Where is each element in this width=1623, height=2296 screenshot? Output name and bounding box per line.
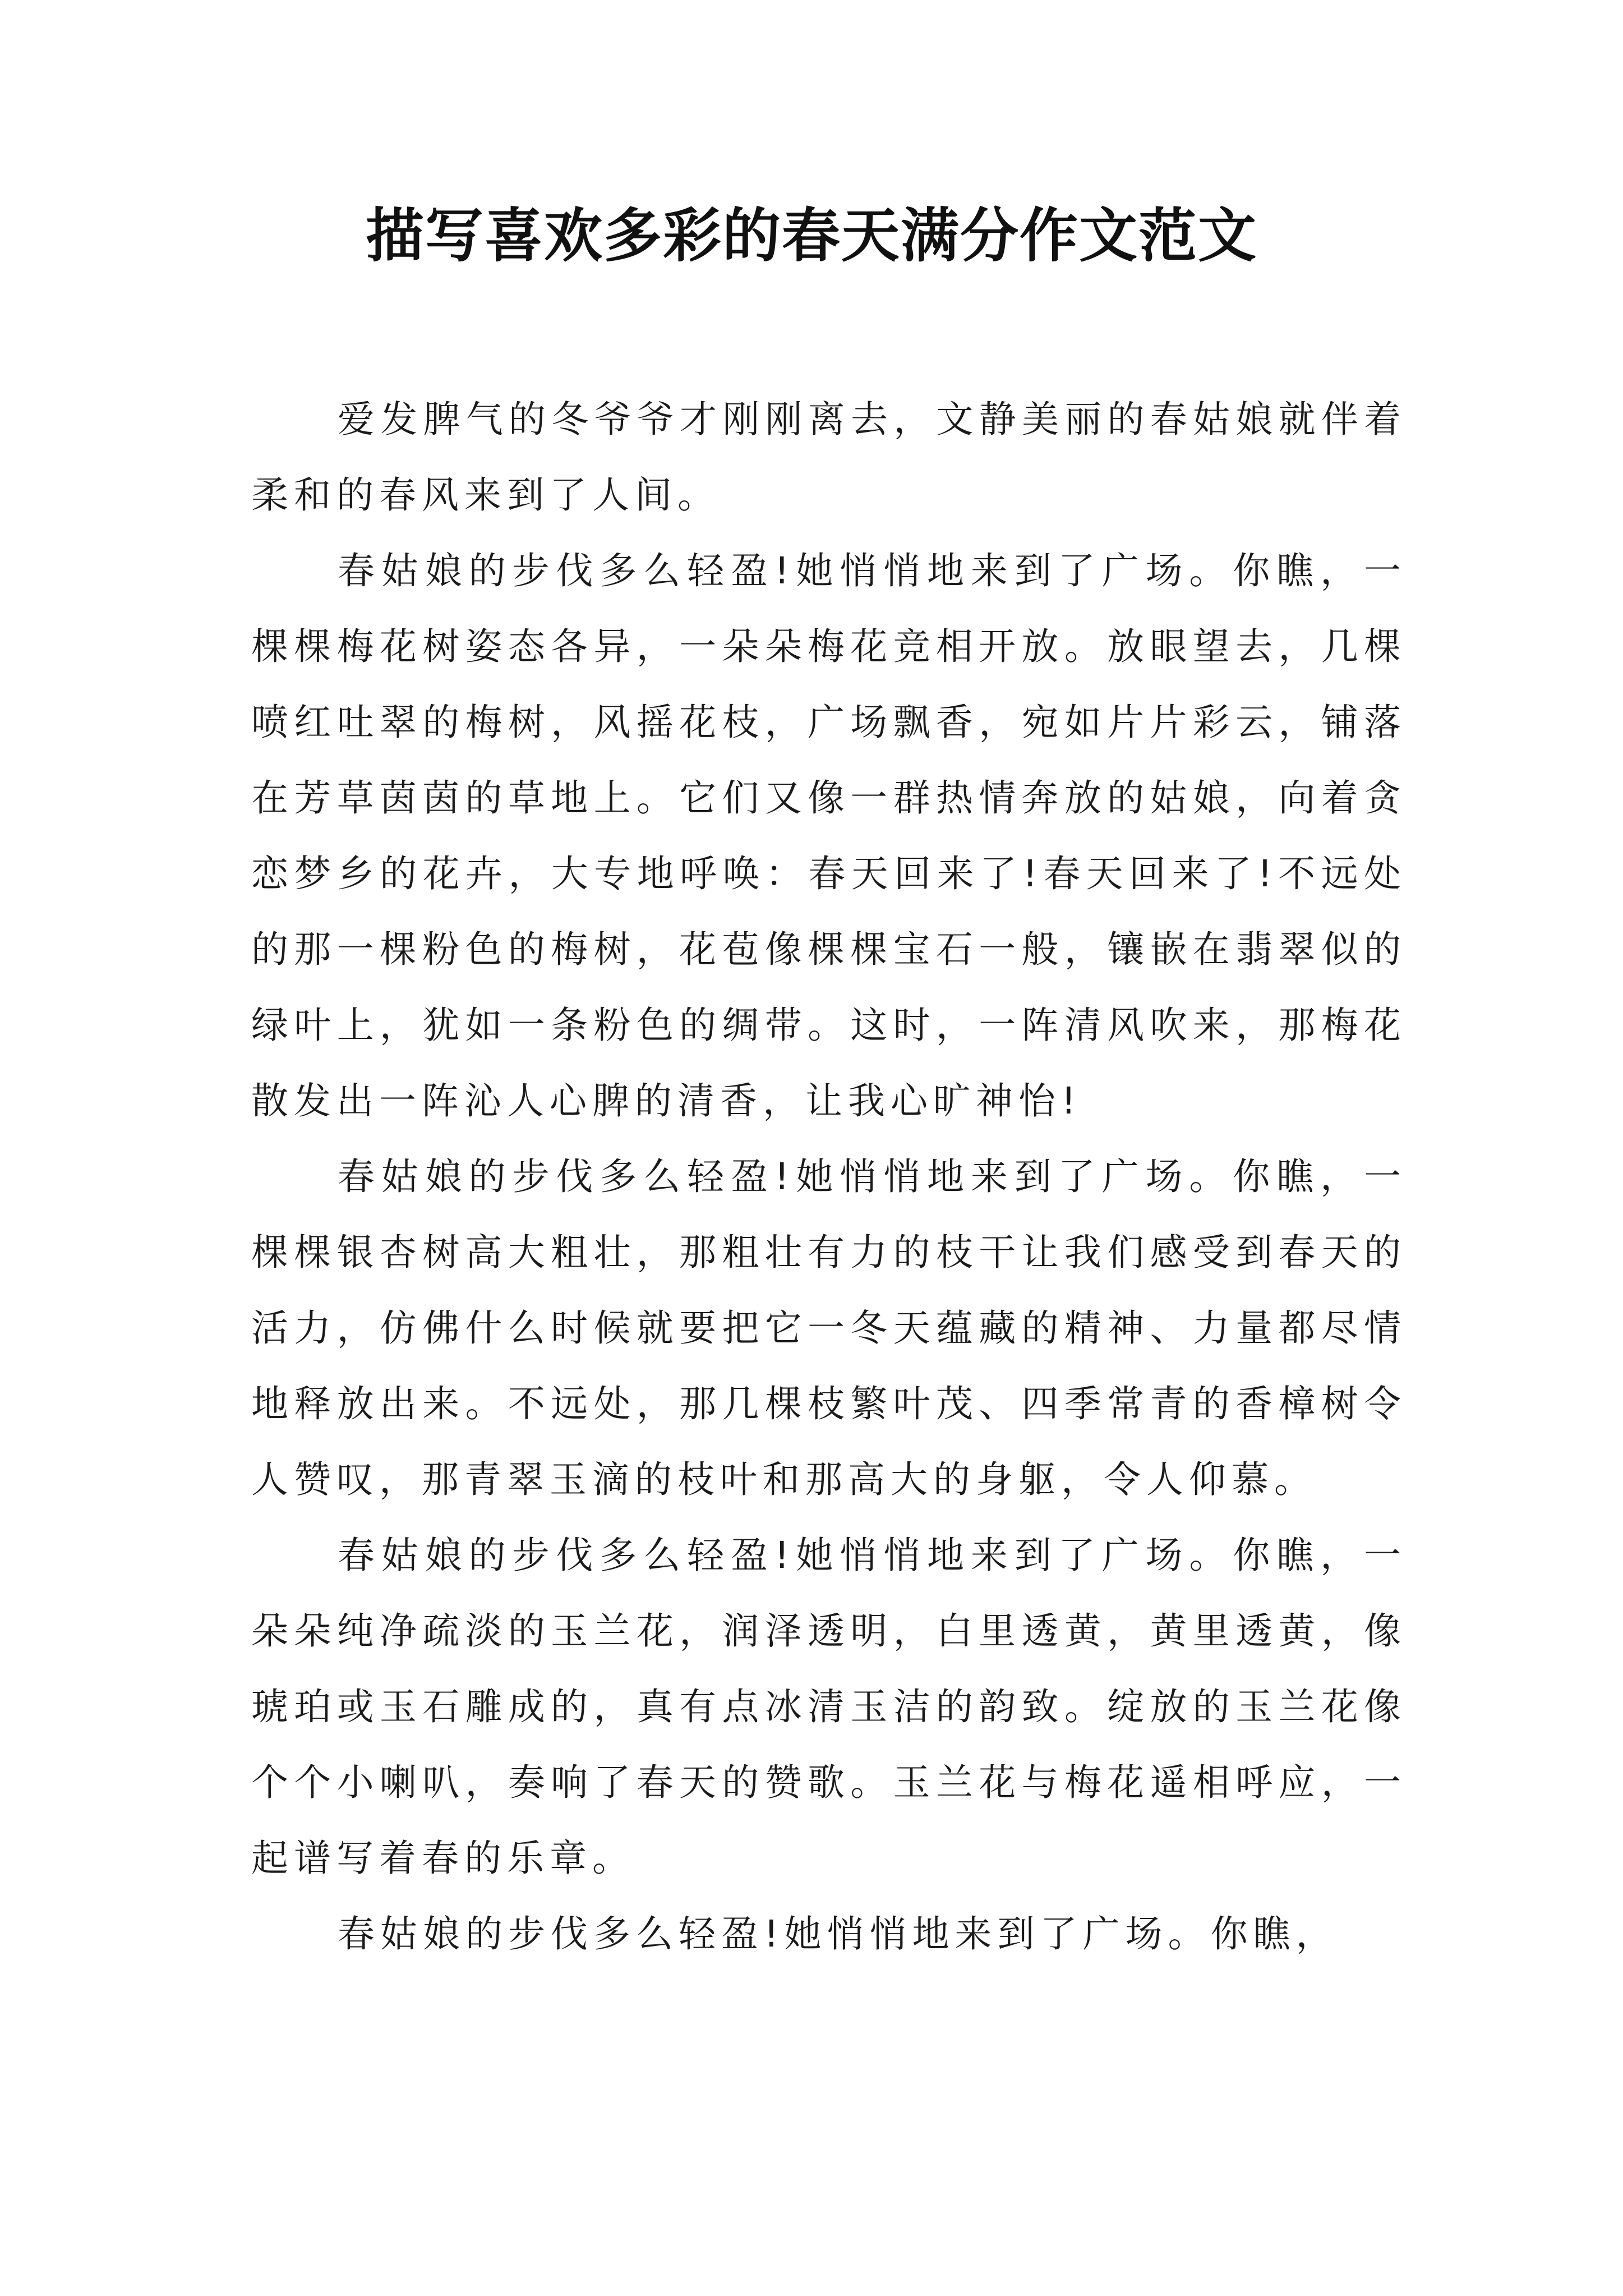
paragraph-5: 春姑娘的步伐多么轻盈!她悄悄地来到了广场。你瞧， bbox=[338, 1912, 1339, 1955]
paragraph-3: 春姑娘的步伐多么轻盈!她悄悄地来到了广场。你瞧，一棵棵银杏树高大粗壮，那粗壮有力的枝干让我们感受到春天的活力，仿佛什么时候就要把它一冬天蕴藏的精神、力量都尽情地释放出来。不远处，那几棵枝繁叶茂、四季常青的香樟树令人赞叹，那青翠玉滴的枝叶和那高大的身躯，令人仰慕。 bbox=[251, 1155, 1407, 1501]
paragraph-4: 春姑娘的步伐多么轻盈!她悄悄地来到了广场。你瞧，一朵朵纯净疏淡的玉兰花，润泽透明，白里透黄，黄里透黄，像琥珀或玉石雕成的，真有点冰清玉洁的韵致。绽放的玉兰花像个个小喇叭，奏响了春天的赞歌。玉兰花与梅花遥相呼应，一起谱写着春的乐章。 bbox=[251, 1534, 1407, 1880]
paragraph-1: 爱发脾气的冬爷爷才刚刚离去，文静美丽的春姑娘就伴着柔和的春风来到了人间。 bbox=[251, 398, 1407, 517]
paragraph-2: 春姑娘的步伐多么轻盈!她悄悄地来到了广场。你瞧，一棵棵梅花树姿态各异，一朵朵梅花竞相开放。放眼望去，几棵喷红吐翠的梅树，风摇花枝，广场飘香，宛如片片彩云，铺落在芳草茵茵的草地上。它们又像一群热情奔放的姑娘，向着贪恋梦乡的花卉，大专地呼唤：春天回来了!春天回来了!不远处的那一棵粉色的梅树，花苞像棵棵宝石一般，镶嵌在翡翠似的绿叶上，犹如一条粉色的绸带。这时，一阵清风吹来，那梅花散发出一阵沁人心脾的清香，让我心旷神怡! bbox=[251, 549, 1407, 1122]
document-body bbox=[251, 381, 1407, 1972]
document-title: 描写喜欢多彩的春天满分作文范文 bbox=[365, 201, 1257, 270]
